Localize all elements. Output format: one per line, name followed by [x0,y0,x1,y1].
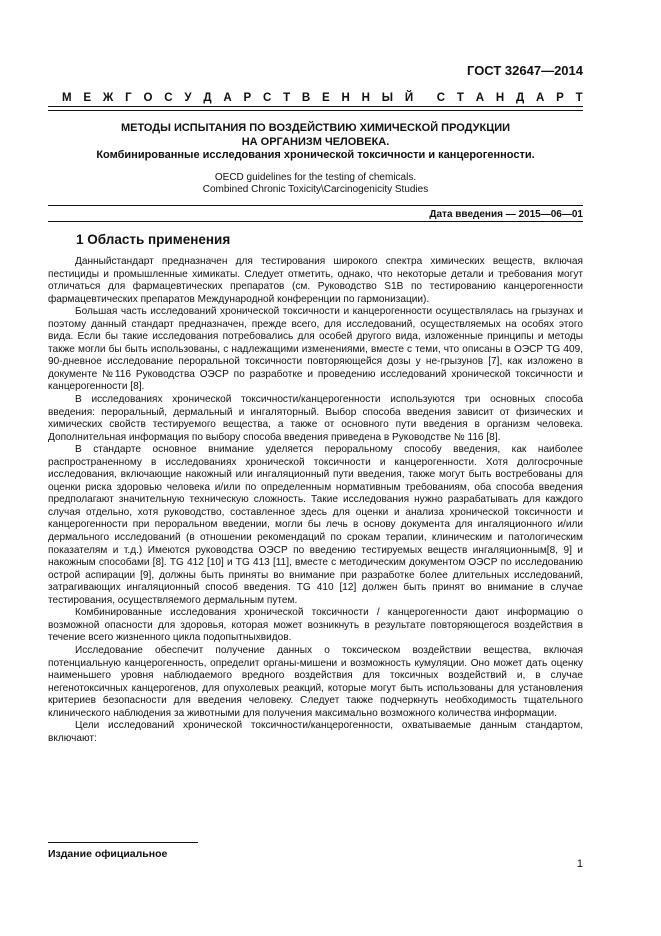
heading-letter: С [262,92,272,104]
title-line: НА ОРГАНИЗМ ЧЕЛОВЕКА. [241,135,390,148]
paragraph: Данныйстандарт предназначен для тестирования широкого спектра химических веществ, включая пестициды и промышленные химикаты. Следует отметить, однако, что некоторые детали и требования могут отличаться для фармацевтических препаратов (см. Руководство S1B по тестированию канцерогенности фармацевтических препаратов Международной конференции по гармонизации). [48,256,583,305]
heading-letter: Ы [381,92,394,104]
paragraph: В стандарте основное внимание уделяется пероральному способу введения, как наиболее распространенному в исследованиях хронической токсичности и канцерогенности. Хотя долгосрочные исследования, включающие накожный или ингаляционный пути введения, также могут быть востребованы для оценки риска здоровью человека и/или по определенным нормативным требованиям, оба способа введения предполагают значительную техническую сложность. Такие исследования нужно разрабатывать для каждого случая отдельно, хотя руководство, составленное здесь для оценки и анализа хронической токсичности и канцерогенности при пероральном введении, могли бы лечь в основу документа для ингаляционного и/или дермального исследований (в отношении рекомендаций по срокам терапии, клиническим и патологическим показателям и т.д.) Имеются руководства ОЭСР по введению тестируемых веществ ингаляционным[8, 9] и накожным способами [8]. TG 412 [10] и TG 413 [11], вместе с методическим документом ОЭСР по исследованию острой аспирации [9], должны быть приняты во внимание при разработке более длительных исследований, затрагивающих ингаляционный способ введения. TG 410 [12] должен быть принят во внимание в случае тестирования, осуществляемого дермальным путем. [48,444,583,606]
edition-label: Издание официальное [48,848,168,860]
heading-letter: Т [456,92,464,104]
heading-letter: В [301,92,311,104]
heading-letter: Н [361,92,370,104]
heading-letter: М [62,92,72,104]
title-line: МЕТОДЫ ИСПЫТАНИЯ ПО ВОЗДЕЙСТВИЮ ХИМИЧЕСКОЙ ПРОДУКЦИИ [120,122,511,134]
heading-letter: Д [203,92,212,104]
paragraph: Цели исследований хронической токсичности/канцерогенности, охватываемые данным стандартом, включают: [48,720,583,744]
heading-letter: С [436,92,446,104]
heading-letter: Р [243,92,252,104]
heading-letter: О [143,92,153,104]
date-rule-top [48,205,583,206]
heading-letter: Е [322,92,330,104]
section-title: 1 Область применения [76,232,231,247]
header-rule-top [48,106,583,107]
oecd-reference [48,172,583,196]
heading-letter: С [164,92,173,104]
paragraph: Комбинированные исследования хронической токсичности / канцерогенности дают информацию о возможной опасности для здоровья, которая может возникнуть в результате повторяющегося воздействия в течение всего жизненного цикла подопытныхвидов. [48,607,583,644]
heading-letter: Н [495,92,505,104]
heading-letter: У [184,92,192,104]
heading-letter: А [475,92,485,104]
heading-letter: Т [283,92,291,104]
interstate-standard-heading [62,92,583,104]
paragraph: В исследованиях хронической токсичности/канцерогенности используются три основных способа введения: пероральный, дермальный и ингаляторный. Выбор способа введения зависит от физических и химических свойств тестируемого вещества, а также от основного пути введения в организм человека. Дополнительная информация по выбору способа введения приведена в Руководстве № 116 [8]. [48,394,583,443]
footer-rule [48,842,198,843]
heading-letter: Ж [102,92,114,104]
heading-letter: А [535,92,545,104]
section-body [48,256,583,745]
standard-number: ГОСТ 32647—2014 [467,63,583,78]
heading-letter: Е [83,92,92,104]
heading-letter: Р [556,92,564,104]
title-subtitle: Комбинированные исследования хронической токсичности и канцерогенности. [96,149,535,161]
heading-letter: Й [404,92,414,104]
date-rule-bottom [48,221,583,222]
paragraph: Исследование обеспечит получение данных о токсическом воздействии вещества, включая потенциальную канцерогенность, определит органы-мишени и возможность кумуляции. Оно может дать оценку наименьшего уровня наблюдаемого вредного воздействия для токсичных воздействий и, в случае негенотоксичных канцерогенов, для опухолевых реакций, которые могут быть использованы для установления критериев безопасности для введения человеку. Следует также подчеркнуть необходимость тщательного клинического наблюдения за животными для получения максимально возможного количества информации. [48,644,583,719]
heading-letter: А [223,92,232,104]
heading-letter: Н [341,92,350,104]
header-rule-bottom [48,110,583,111]
page-number: 1 [576,858,583,870]
document-title [48,122,583,163]
oecd-line: Combined Chronic Toxicity\Carcinogenicity Studies [202,184,429,195]
oecd-line: OECD guidelines for the testing of chemicals. [214,172,417,183]
heading-letter: Г [125,92,132,104]
heading-letter: Д [515,92,525,104]
introduction-date: Дата введения — 2015—06—01 [429,209,583,220]
paragraph: Большая часть исследований хронической токсичности и канцерогенности осуществлялась на грызунах и поэтому данный стандарт предназначен, прежде всего, для исследований, осуществляемых на особях этого вида. Если бы такие исследования потребовались для особей другого вида, изложенные принципы и методы также могли бы быть использованы, с надлежащими изменениями, вместе с теми, что описаны в ОЭСР TG 409, 90-дневное исследование пероральной токсичности повторяющейся дозы у не-грызунов [7], как изложено в документе №116 Руководства ОЭСР по разработке и проведению исследований хронической токсичности и канцерогенности [8]. [48,306,583,393]
heading-letter: Т [575,92,583,104]
